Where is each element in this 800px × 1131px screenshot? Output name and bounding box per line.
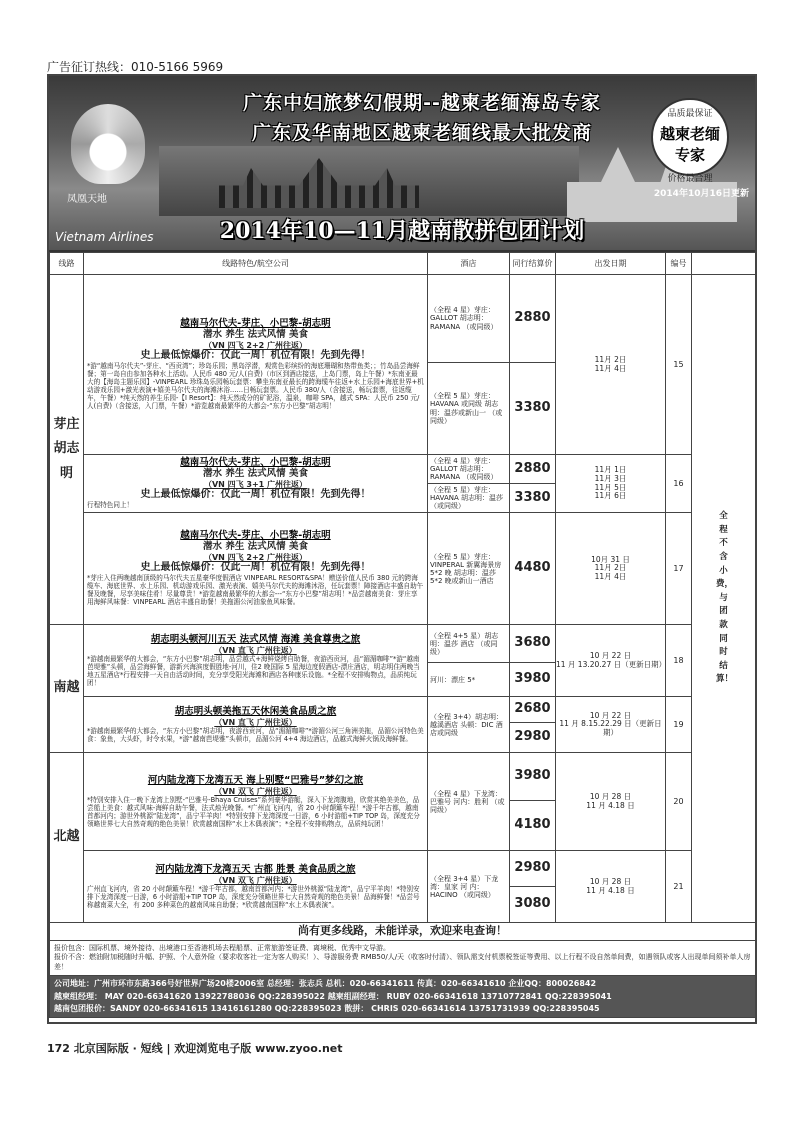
route-via: （VN 四飞 2+2 广州往返） [203, 553, 308, 563]
price-cell: 3080 [510, 887, 556, 923]
dates-cell: 11月 1日 11月 3日 11月 5日 11月 6日 [556, 455, 666, 513]
price-cell: 2680 [510, 697, 556, 723]
ad-hotline: 广告征订热线：010-5166 5969 [47, 60, 224, 74]
route-16 [84, 455, 428, 513]
badge-top: 品质最保证 [667, 109, 713, 119]
table-row [50, 275, 756, 363]
hotel-cell: （全程 5 星）芽庄：HAVANA 胡志明：温莎 （或同级） [428, 484, 510, 513]
banner-title-2: 广东及华南地区越柬老缅线最大批发商 [251, 122, 592, 144]
header-hotel: 酒店 [428, 253, 510, 275]
page-footer: 172 北京国际版 · 短线 | 欢迎浏览电子版 www.zyoo.net [47, 1042, 343, 1055]
route-title: 胡志明头顿河川五天 法式风情 海滩 美食尊贵之旅 [150, 633, 361, 645]
route-via: （VN 双飞 广州往返） [214, 875, 297, 885]
hotel-cell: （全程 4 星）芽庄：GALLOT 胡志明：RAMANA （或同级） [428, 455, 510, 484]
route-via: （VN 双飞 广州往返） [214, 786, 297, 796]
header-number: 编号 [666, 253, 692, 275]
hotel-cell: 河川：漂庄 5* [428, 663, 510, 697]
route-18 [84, 625, 428, 697]
hotel-cell: （全程 5 星）芽庄：HAVANA 或同级 胡志明：温莎或新山一 （或同级） [428, 363, 510, 455]
price-cell: 3680 [510, 625, 556, 663]
price-cell: 3380 [510, 363, 556, 455]
more-routes-note: 尚有更多线路，未能详录，欢迎来电查询！ [50, 923, 756, 941]
table-row [50, 976, 756, 1018]
price-cell: 3980 [510, 753, 556, 801]
price-terms [50, 940, 756, 975]
contact-line-3: 越南包团报价：SANDY 020-66341615 13416161280 QQ:228395023 散拼： CHRIS 020-66341614 13751731939 QQ:228395045 [54, 1004, 600, 1014]
advertisement-page [47, 74, 757, 1024]
route-highlight: 史上最低惊爆价：仅此一周！机位有限！先到先得！ [140, 489, 371, 501]
price-cell: 4480 [510, 513, 556, 625]
dates-cell: 10月 31 日 11月 2日 11月 4日 [556, 513, 666, 625]
hotel-cell: （全程 3+4）胡志明：越溪酒店 头顿：DIC 酒店或同级 [428, 697, 510, 753]
price-cell: 2880 [510, 455, 556, 484]
route-desc: 行程特色同上！ [87, 500, 134, 509]
price-cell: 2880 [510, 275, 556, 363]
route-desc: *游越南最繁华的大都会，“东方小巴黎”胡志明，品尝越式+海鲜烧烤自助餐，夜游西贡河，品“湄湄咖啡”*游“越南芭堤雅”头顿，品尝海鲜餐，游新兴海滨度假胜地-河川，住2 晚国际 5 星海边度假酒店-漂庄酒店，明志明住两晚当地五星酒店*行程安排一天自由活动时间，充分享受阳光海滩和酒店各种康乐设施。*全程不安排购物点，品质纯玩团！ [87, 654, 420, 687]
route-sub: 潜水 养生 法式风情 美食 [203, 468, 308, 480]
route-desc: *芽庄入住两晚越南顶级的马尔代夫五星豪华度假酒店 VINPEARL RESORT&SPA！赠送价值人民币 380 元的跨海缆车、海底世界、水上乐园、机动游戏乐园、激光表演、嬉美马尔代夫的海滩沐浴，任玩套票！障接酒店丰盛自助午餐及晚餐，尽享美味佳肴！尽量尊贵！*游览越南最繁华的大都会---“东方小巴黎”胡志明！*品尝越南美食：芽庄享用海鲜风味餐：VINPEARL 酒店丰盛自助餐！美拖湄公河油象鱼风味餐。 [87, 573, 424, 607]
route-number: 21 [666, 851, 692, 923]
route-title: 胡志明头顿美拖五天休闲美食品质之旅 [174, 705, 337, 717]
price-cell: 2980 [510, 723, 556, 753]
route-number: 19 [666, 697, 692, 753]
table-row [50, 940, 756, 975]
header-features: 线路特色/航空公司 [84, 253, 428, 275]
table-row [50, 697, 756, 723]
dates-cell: 10 月 28 日 11 月 4.18 日 [556, 753, 666, 851]
header-note [692, 253, 756, 275]
region-north: 北越 [50, 753, 84, 923]
route-highlight: 史上最低惊爆价：仅此一周！机位有限！先到先得！ [140, 350, 371, 362]
quality-badge [651, 98, 729, 184]
header-price: 同行结算价 [510, 253, 556, 275]
banner-title-1: 广东中妇旅梦幻假期--越柬老缅海岛专家 [243, 92, 601, 114]
logo-name: 凤凰天地 [67, 194, 107, 205]
contact-line-1: 公司地址：广州市环市东路366号好世界广场20楼2006室 总经理：张志兵 总机：020-66341611 传真：020-66341610 企业QQ：800026842 [54, 979, 597, 989]
contact-line-2: 越柬组经理： MAY 020-66341620 13922788036 QQ:228395022 越柬组副经理： RUBY 020-66341618 13710772841 QQ:228395041 [54, 991, 612, 1001]
route-number: 17 [666, 513, 692, 625]
route-desc: *游“越南马尔代夫”-芽庄、“西贡湾”；珍岛乐园；黑岛浮潜，观赏色彩缤纷的海底珊瑚和热带鱼类；；竹岛品尝海鲜餐；第一岛自由参加各种水上活动。人民币 480 元/人(自费)（市区到酒店接送，上岛门票，岛上午餐）*东南亚最大的【海岛主题乐园】-VINPEARL 珍珠岛乐园畅玩套票：攀坐东南亚最长的跨海缆车往返+水上乐园+海底世界+机动游戏乐园+激光表演+嬉美马尔代夫的海滩沐浴……日畅玩套票。人民币 380/人（含接送，畅玩套票，往返缆车，午餐）*纯天然的养生乐园-【I Resort】：纯天然成分的矿泥浴，温泉，咖啡 SPA，越式 SPA：人民币 250 元/人(自费)（含接送，入门票，午餐）*游览越南最繁华的大都会-“东方小巴黎”胡志明！ [87, 361, 424, 410]
contact-info [50, 976, 756, 1018]
plan-title: 2014年10—11月越南散拼包团计划 [219, 218, 585, 244]
banner [49, 76, 755, 252]
table-row [50, 923, 756, 941]
route-desc: *游越南最繁华的大都会，“东方小巴黎”胡志明，夜游西贡河，品“湄湄咖啡”*游湄公河三角洲美拖，品湄公河特色美食：象鱼，大头虾，时令水果，*游“越南芭堤雅”头顿市，品湄公河 4+4 海边酒店，品越式海鲜火锅及海鲜餐。 [87, 726, 424, 743]
dates-cell: 10 月 22 日 11 月 8.15.22.29 日（更新日期） [556, 697, 666, 753]
hotel-cell: （全程 5 星）芽庄： VINPERAL 新翼海景房 5*2 晚 胡志明：温莎 5*2 晚或新山一酒店 [428, 513, 510, 625]
route-title: 越南马尔代夫-芽庄、小巴黎-胡志明 [180, 457, 331, 469]
dates-cell: 11月 2日 11月 4日 [556, 275, 666, 455]
airline-brand: Vietnam Airlines [55, 230, 154, 244]
dates-cell: 10 月 28 日 11 月 4.18 日 [556, 851, 666, 923]
route-highlight: 史上最低惊爆价：仅此一周！机位有限！先到先得！ [140, 562, 371, 574]
header-dates: 出发日期 [556, 253, 666, 275]
route-sub: 潜水 养生 法式风情 美食 [203, 329, 308, 341]
route-title: 越南马尔代夫-芽庄、小巴黎-胡志明 [180, 530, 331, 542]
table-row [50, 513, 756, 625]
route-via: （VN 直飞 广州往返） [214, 645, 297, 655]
route-via: （VN 直飞 广州往返） [214, 717, 297, 727]
badge-bottom: 价格最合理 [667, 174, 713, 184]
route-17 [84, 513, 428, 625]
route-via: （VN 四飞 3+1 广州往返） [203, 480, 308, 490]
route-desc: *特别安排入住一晚下龙湾上别墅-“巴雅号-Bhaya Cruises”系列豪华游艇，深入下龙湾腹地，欣赏其绝美美色，品尝船上美食：越式风味-海鲜自助午餐，法式烛光晚餐。*广州直飞河内，省 20 小时颠簸车程！*游千年古都，越南首都河内；游世外桃源“陆龙湾”，品宁平羊肉！*特别安排下龙湾深度一日游，6 小时游船+TIP TOP 岛，深度充分领略世界七大自然奇观的绝色美景！欣赏越南国粹“水上木偶表演”；*全程不安排购物点，品质纯玩团！ [87, 795, 420, 828]
route-sub: 潜水 养生 法式风情 美食 [203, 541, 308, 553]
route-number: 15 [666, 275, 692, 455]
route-21 [84, 851, 428, 923]
price-include: 报价包含：国际机票、境外接待、出境港口至香港机场去程船票、正常旅游签证费、离境税、优秀中文导游。 [54, 943, 390, 952]
route-title: 河内陆龙湾下龙湾五天 古都 胜景 美食品质之旅 [155, 863, 356, 875]
table-row [50, 851, 756, 887]
region-nha-trang: 芽庄胡志明 [50, 275, 84, 625]
hotel-cell: （全程 4 星）下龙湾：巴雅号 河内：胜利 （或同级） [428, 753, 510, 851]
route-number: 20 [666, 753, 692, 851]
route-desc: 广州直飞河内，省 20 小时颠簸车程！*游千年古都，越南首都河内；*游世外桃源“陆龙湾”，品宁平羊肉！*特别安排下龙湾深度一日游，6 小时游船+TIP TOP 岛，深度充分领略世界七大自然奇观的绝色美景！品海鲜餐！*品尝号称越南菜大全，有 200 多种菜色的越南风味自助餐；*欣赏越南国粹“水上木偶表演”。 [87, 884, 420, 909]
hotel-cell: （全程 3+4 星）下龙湾：皇家 河 内：HACINO （或同级） [428, 851, 510, 923]
hotel-cell: （全程 4+5 星）胡志明：温莎 酒店 （或同级） [428, 625, 510, 663]
fee-note: 全程不含小费，与团款同时结算！ [692, 275, 756, 923]
table-row [50, 455, 756, 484]
table-header [50, 253, 756, 275]
update-date: 2014年10月16日更新 [653, 189, 749, 199]
route-via: （VN 四飞 2+2 广州往返） [203, 340, 308, 350]
price-cell: 2980 [510, 851, 556, 887]
route-title: 越南马尔代夫-芽庄、小巴黎-胡志明 [180, 318, 331, 330]
route-15 [84, 275, 428, 455]
badge-main: 越柬老缅专家 [659, 125, 720, 164]
route-title: 河内陆龙湾下龙湾五天 海上别墅“巴雅号”梦幻之旅 [147, 774, 364, 786]
dates-cell: 10 月 22 日 11 月 13.20.27 日（更新日期） [556, 625, 666, 697]
route-20 [84, 753, 428, 851]
table-row [50, 625, 756, 663]
region-south: 南越 [50, 625, 84, 753]
route-number: 16 [666, 455, 692, 513]
tour-table [49, 252, 756, 1018]
price-cell: 3380 [510, 484, 556, 513]
route-number: 18 [666, 625, 692, 697]
price-exclude: 报价不含：燃油附加税随时升幅、护照、个人意外险（要求收客社一定为客人购买！）、导游服务费 RMB50/人/天（收客时付清）、领队需支付机票税签证等费用、以上行程不设自然单间费，如遇领队或客人出现单间须补单人房差！ [54, 953, 751, 971]
price-cell: 3980 [510, 663, 556, 697]
hotel-cell: （全程 4 星）芽庄：GALLOT 胡志明：RAMANA （或同级） [428, 275, 510, 363]
route-19 [84, 697, 428, 753]
price-cell: 4180 [510, 801, 556, 851]
header-region: 线路 [50, 253, 84, 275]
table-row [50, 753, 756, 801]
